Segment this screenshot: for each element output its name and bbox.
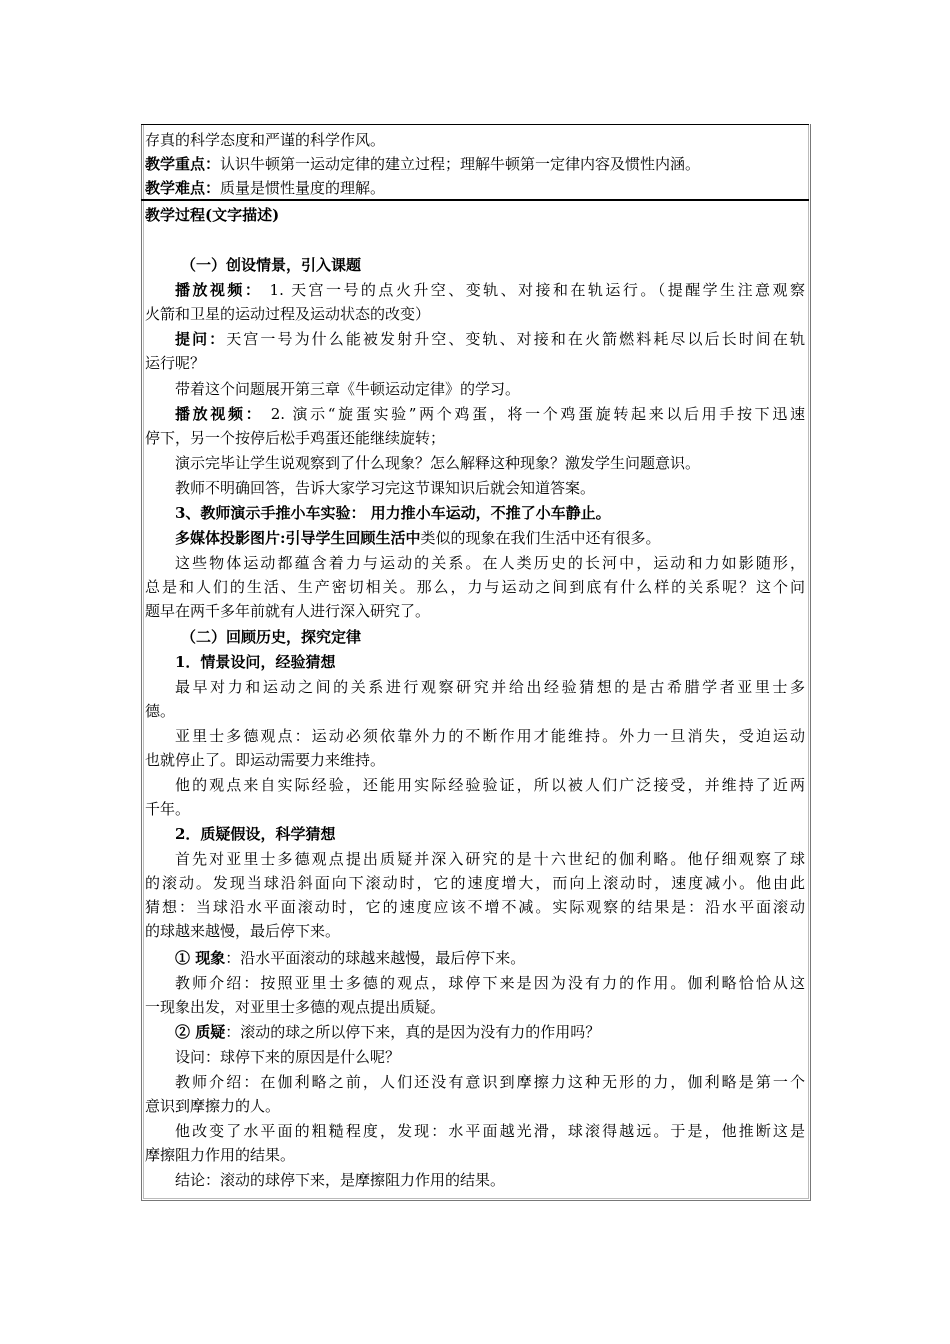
intro1-paragraph (145, 971, 805, 1019)
rough-line2: 摩擦阻力作用的结果。 (145, 1146, 296, 1164)
intro2-paragraph (145, 1070, 805, 1118)
question-text: 天宫一号为什么能被发射升空、变轨、对接和在火箭燃料耗尽以后长时间在轨 (226, 330, 805, 348)
galileo-line3: 猜想：当球沿水平面滚动时，它的速度应该不增不减。实际观察的结果是：沿水平面滚动 (145, 898, 805, 916)
earliest-paragraph (145, 675, 805, 723)
aristotle-line1: 亚里士多德观点：运动必须依靠外力的不断作用才能维持。外力一旦消失，受迫运动 (175, 727, 805, 745)
difficulty-label: 教学难点： (145, 179, 221, 197)
process-title (145, 203, 805, 227)
doubt-line (145, 1020, 805, 1044)
question-label: 提问： (175, 330, 227, 348)
sub1-heading: 1．情景设问，经验猜想 (175, 653, 336, 671)
cart-line: 3、教师演示手推小车实验： 用力推小车运动，不推了小车静止。 (175, 504, 611, 522)
teacher-no-answer-paragraph (145, 476, 805, 500)
relation-paragraph (145, 551, 805, 623)
accepted-line2: 千年。 (145, 800, 191, 818)
sub2-paragraph (145, 822, 805, 846)
section2-heading (181, 625, 841, 649)
conclusion-paragraph (145, 1168, 805, 1192)
relation-line2: 总是和人们的生活、生产密切相关。那么，力与运动之间到底有什么样的关系呢？这个问 (145, 578, 805, 596)
process-title-text: 教学过程(文字描述) (145, 206, 280, 224)
video1-label: 播放视频： (175, 281, 263, 299)
galileo-line4: 的球越来越慢，最后停下来。 (145, 922, 341, 940)
attitude-line: 存真的科学态度和严谨的科学作风。 (145, 131, 386, 149)
media-paragraph (145, 526, 805, 550)
aristotle-line2: 也就停止了。即运动需要力来维持。 (145, 751, 386, 769)
sub2-heading: 2．质疑假设，科学猜想 (175, 825, 336, 843)
key-points-label: 教学重点： (145, 155, 221, 173)
section1-heading (181, 253, 841, 277)
difficulty-row (145, 176, 805, 200)
phenomenon-label: ① 现象 (175, 949, 226, 967)
key-points-text: 认识牛顿第一运动定律的建立过程；理解牛顿第一定律内容及惯性内涵。 (220, 155, 701, 173)
phenomenon-line (145, 946, 805, 970)
intro1-line1: 教师介绍：按照亚里士多德的观点，球停下来是因为没有力的作用。伽利略恰恰从这 (175, 974, 805, 992)
chapter-line: 带着这个问题展开第三章《牛顿运动定律》的学习。 (175, 380, 521, 398)
accepted-line1: 他的观点来自实际经验，还能用实际经验验证，所以被人们广泛接受，并维持了近两 (175, 776, 805, 794)
difficulty-text: 质量是惯性量度的理解。 (220, 179, 386, 197)
video1-line1 (145, 278, 805, 302)
doubt-text: ：滚动的球之所以停下来，真的是因为没有力的作用吗？ (225, 1023, 601, 1041)
galileo-paragraph (145, 847, 805, 943)
earliest-line1: 最早对力和运动之间的关系进行观察研究并给出经验猜想的是古希腊学者亚里士多 (175, 678, 805, 696)
galileo-line1: 首先对亚里士多德观点提出质疑并深入研究的是十六世纪的伽利略。他仔细观察了球 (175, 850, 805, 868)
phenomenon-text: ：沿水平面滚动的球越来越慢，最后停下来。 (225, 949, 526, 967)
video1-text: 1. 天宫一号的点火升空、变轨、对接和在轨运行。（提醒学生注意观察 (262, 281, 805, 299)
accepted-paragraph (145, 773, 805, 821)
aristotle-paragraph (145, 724, 805, 772)
video2-text: 2. 演示“旋蛋实验”两个鸡蛋，将一个鸡蛋旋转起来以后用手按下迅速 (263, 405, 805, 423)
section1-heading-text: （一）创设情景，引入课题 (181, 256, 362, 274)
phenomenon-paragraph (145, 946, 805, 970)
teacher-no-answer-line: 教师不明确回答，告诉大家学习完这节课知识后就会知道答案。 (175, 479, 596, 497)
sub1-paragraph (145, 650, 805, 674)
question-paragraph (145, 327, 805, 375)
conclusion-line: 结论：滚动的球停下来，是摩擦阻力作用的结果。 (175, 1171, 506, 1189)
doubt-paragraph (145, 1020, 805, 1044)
intro2-line1: 教师介绍：在伽利略之前，人们还没有意识到摩擦力这种无形的力，伽利略是第一个 (175, 1073, 805, 1091)
key-points-row (145, 152, 805, 176)
ask-paragraph (145, 1045, 805, 1069)
media-line (145, 526, 805, 550)
galileo-line2: 的滚动。发现当球沿斜面向下滚动时，它的速度增大，而向上滚动时，速度减小。他由此 (145, 874, 805, 892)
cart-paragraph (145, 501, 805, 525)
video2-line2: 停下，另一个按停后松手鸡蛋还能继续旋转； (145, 429, 446, 447)
intro1-line2: 一现象出发，对亚里士多德的观点提出质疑。 (145, 998, 446, 1016)
chapter-paragraph (145, 377, 805, 401)
intro2-line2: 意识到摩擦力的人。 (145, 1097, 281, 1115)
earliest-line2: 德。 (145, 702, 176, 720)
video2-paragraph (145, 402, 805, 450)
after-demo-line: 演示完毕让学生说观察到了什么现象？怎么解释这种现象？激发学生问题意识。 (175, 454, 701, 472)
after-demo-paragraph (145, 451, 805, 475)
video1-line2: 火箭和卫星的运动过程及运动状态的改变） (145, 305, 431, 323)
table-top-border (141, 124, 809, 125)
relation-line1: 这些物体运动都蕴含着力与运动的关系。在人类历史的长河中，运动和力如影随形， (175, 554, 805, 572)
question-line1 (145, 327, 805, 351)
rough-line1: 他改变了水平面的粗糙程度，发现：水平面越光滑，球滚得越远。于是，他推断这是 (175, 1122, 805, 1140)
question-line2: 运行呢？ (145, 354, 206, 372)
media-rest-text: 类似的现象在我们生活中还有很多。 (420, 529, 661, 547)
video2-label: 播放视频： (175, 405, 264, 423)
relation-line3: 题早在两千多年前就有人进行深入研究了。 (145, 602, 431, 620)
ask-line: 设问：球停下来的原因是什么呢？ (175, 1048, 401, 1066)
rough-paragraph (145, 1119, 805, 1167)
section2-heading-text: （二）回顾历史，探究定律 (181, 628, 362, 646)
video1-paragraph (145, 278, 805, 326)
doubt-label: ② 质疑 (175, 1023, 226, 1041)
media-bold-text: 多媒体投影图片:引导学生回顾生活中 (175, 529, 421, 547)
video2-line1 (145, 402, 805, 426)
